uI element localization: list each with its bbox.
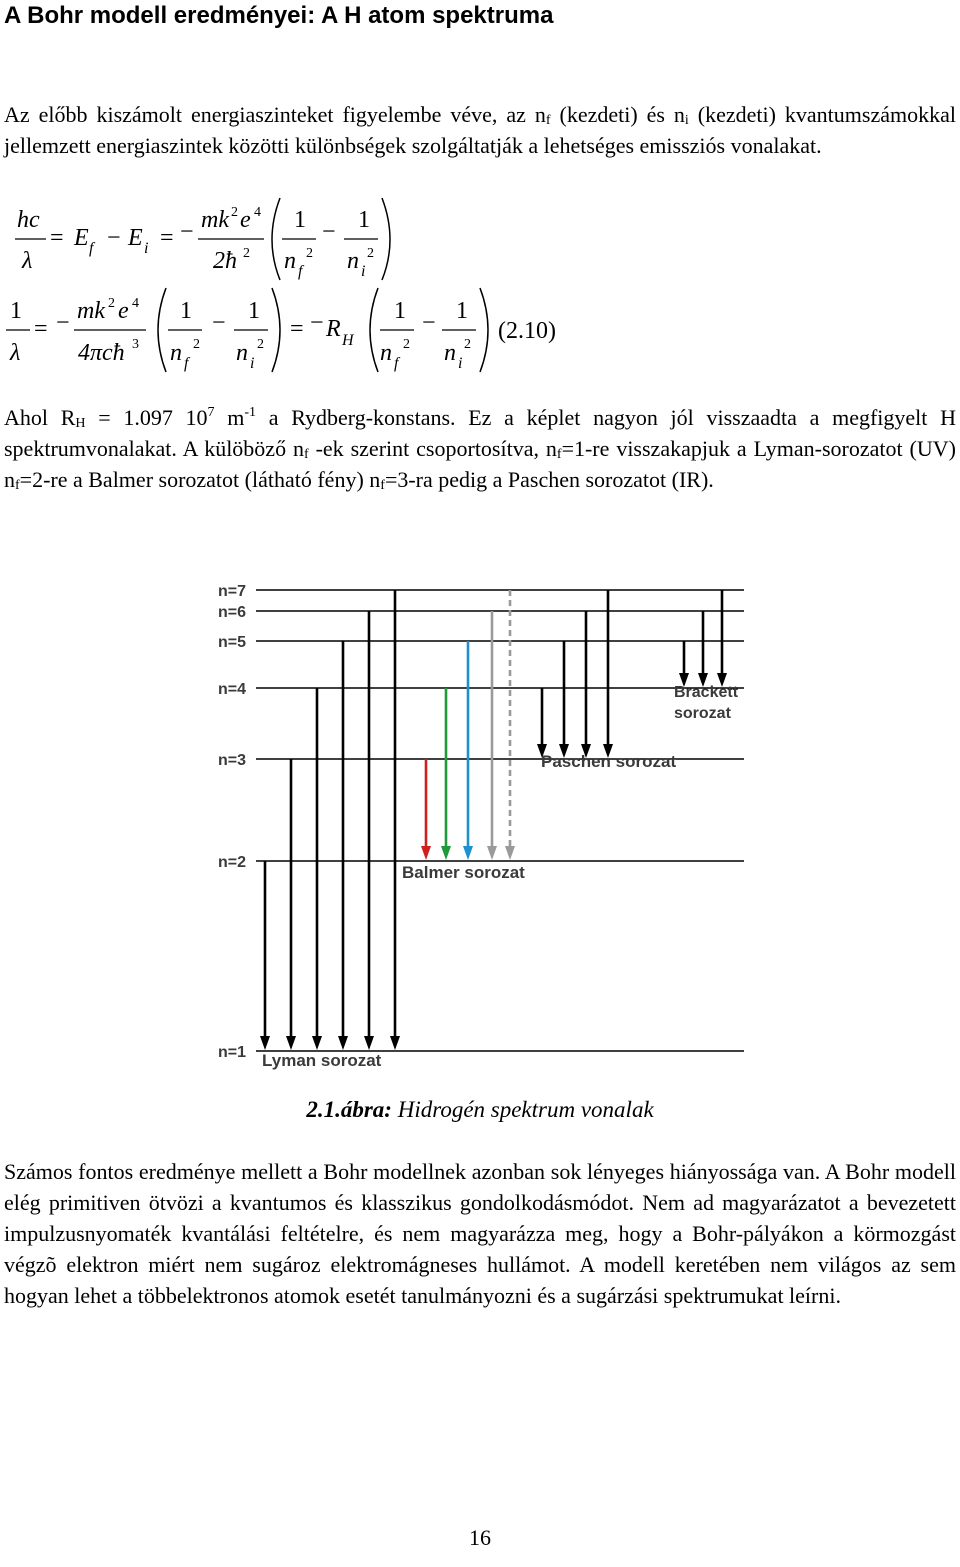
svg-text:−: − bbox=[107, 225, 121, 251]
level-label-n2: n=2 bbox=[218, 854, 247, 871]
svg-text:n: n bbox=[170, 340, 182, 366]
intro-paragraph: Az előbb kiszámolt energiaszinteket figyelembe véve, az $n_f$ (kezdeti) és $n_i$ (kezdeti) kvantumszámokkal jellemzett energiaszintek közötti különbségek szolgáltatják a lehetséges emissziós vonalakat. bbox=[4, 102, 956, 158]
svg-text:2: 2 bbox=[257, 337, 264, 352]
balmer-arrow-from-n5 bbox=[463, 641, 473, 860]
svg-text:−: − bbox=[212, 310, 226, 336]
svg-text:−: − bbox=[180, 219, 194, 245]
svg-text:2ħ: 2ħ bbox=[213, 248, 237, 274]
level-label-n5: n=5 bbox=[218, 634, 247, 651]
svg-text:n: n bbox=[284, 248, 296, 274]
equation-2-10 bbox=[0, 180, 620, 390]
page-number: 16 bbox=[469, 1525, 491, 1550]
level-label-n6: n=6 bbox=[218, 604, 247, 621]
svg-text:e: e bbox=[118, 298, 129, 324]
paschen-arrow-from-n7 bbox=[603, 590, 613, 758]
figure-caption: 2.1.ábra: Hidrogén spektrum vonalak bbox=[306, 1097, 654, 1122]
svg-text:=: = bbox=[34, 316, 48, 342]
svg-text:f: f bbox=[394, 355, 399, 372]
brackett-arrow-from-n6 bbox=[698, 611, 708, 687]
svg-text:i: i bbox=[361, 263, 366, 280]
svg-text:1: 1 bbox=[394, 298, 406, 324]
paschen-series-label: Paschen sorozat bbox=[541, 752, 677, 771]
balmer-arrow-from-n4 bbox=[441, 688, 451, 860]
level-label-n3: n=3 bbox=[218, 752, 247, 769]
svg-text:2: 2 bbox=[231, 205, 238, 220]
svg-text:mk: mk bbox=[77, 298, 105, 324]
lyman-series-label: Lyman sorozat bbox=[262, 1051, 382, 1070]
svg-text:2: 2 bbox=[243, 246, 250, 261]
svg-text:1: 1 bbox=[180, 298, 192, 324]
paschen-arrow-from-n5 bbox=[559, 641, 569, 758]
lyman-arrow-from-n2 bbox=[260, 861, 270, 1050]
lyman-arrow-from-n3 bbox=[286, 759, 296, 1050]
svg-text:f: f bbox=[89, 240, 94, 257]
svg-text:λ: λ bbox=[10, 340, 21, 366]
svg-text:−: − bbox=[422, 310, 436, 336]
balmer-series-label: Balmer sorozat bbox=[402, 863, 525, 882]
level-label-n7: n=7 bbox=[218, 583, 247, 600]
svg-text:2: 2 bbox=[403, 337, 410, 352]
svg-text:3: 3 bbox=[132, 337, 139, 352]
page-title: A Bohr modell eredményei: A H atom spektruma bbox=[4, 2, 554, 29]
svg-text:R: R bbox=[326, 316, 341, 342]
svg-text:1: 1 bbox=[294, 207, 306, 233]
svg-text:4πcħ: 4πcħ bbox=[78, 340, 125, 366]
svg-text:−: − bbox=[310, 310, 324, 336]
paschen-arrow-from-n6 bbox=[581, 611, 591, 758]
brackett-arrow-from-n7 bbox=[717, 590, 727, 687]
brackett-series-label-line2: sorozat bbox=[674, 705, 731, 722]
level-label-n4: n=4 bbox=[218, 681, 247, 698]
svg-text:2: 2 bbox=[108, 296, 115, 311]
lyman-arrow-from-n7 bbox=[390, 590, 400, 1050]
svg-text:e: e bbox=[240, 207, 251, 233]
svg-text:2: 2 bbox=[367, 246, 374, 261]
svg-text:(2.10): (2.10) bbox=[498, 318, 556, 344]
svg-text:n: n bbox=[380, 340, 392, 366]
balmer-arrow-from-n3 bbox=[421, 759, 431, 860]
lyman-arrow-from-n5 bbox=[338, 641, 348, 1050]
svg-text:2: 2 bbox=[464, 337, 471, 352]
brackett-arrow-from-n5 bbox=[679, 641, 689, 687]
svg-text:n: n bbox=[347, 248, 359, 274]
svg-text:E: E bbox=[128, 225, 143, 251]
svg-text:=: = bbox=[290, 316, 304, 342]
balmer-arrow-from-n7 bbox=[505, 590, 515, 860]
svg-text:hc: hc bbox=[17, 207, 40, 233]
svg-text:4: 4 bbox=[254, 205, 261, 220]
level-label-n1: n=1 bbox=[218, 1044, 247, 1061]
svg-text:λ: λ bbox=[22, 248, 33, 274]
svg-text:H: H bbox=[342, 332, 354, 349]
svg-text:n: n bbox=[236, 340, 248, 366]
svg-text:−: − bbox=[322, 219, 336, 245]
svg-text:i: i bbox=[250, 355, 255, 372]
svg-text:E: E bbox=[74, 225, 89, 251]
rydberg-paragraph: Ahol $R_H = 1.097$ $10^7$ $m^{-1}$ a Rydberg-konstans. Ez a képlet nagyon jól visszaadta a megfigyelt H spektrumvonalakat. A külöböző $n_f$ -ek szerint csoportosítva, $n_f=1-re$ visszakapjuk a Lyman-sorozatot (UV) $n_f=2-re$ a Balmer sorozatot (látható fény) $n_f=3-ra$ pedig a Paschen sorozatot (IR). bbox=[4, 405, 956, 493]
svg-text:2: 2 bbox=[193, 337, 200, 352]
svg-text:n: n bbox=[444, 340, 456, 366]
svg-text:i: i bbox=[144, 240, 149, 257]
hydrogen-spectrum-diagram bbox=[210, 578, 760, 1078]
closing-paragraph: Számos fontos eredménye mellett a Bohr modellnek azonban sok lényeges hiányossága van. A Bohr modell elég primitiven ötvözi a kvantumos és klasszikus gondolkodásmódot. Nem ad magyarázatot a bevezetett impulzusnyomaték kvantálási feltételre, és nem magyarázza meg, hogy a Bohr-pályákon a körmozgást végzõ elektron miért nem sugároz elektromágneses hullámot. A modell keretében nem világos az sem hogyan lehet a többelektronos atomok esetét tanulmányozni és a sugárzási spektrumukat leírni. bbox=[4, 1159, 956, 1308]
lyman-arrow-from-n6 bbox=[364, 611, 374, 1050]
svg-text:mk: mk bbox=[201, 207, 229, 233]
svg-text:=: = bbox=[50, 225, 64, 251]
svg-text:−: − bbox=[56, 310, 70, 336]
svg-text:1: 1 bbox=[10, 298, 22, 324]
svg-text:1: 1 bbox=[358, 207, 370, 233]
brackett-series-label-line1: Brackett bbox=[674, 684, 739, 701]
svg-text:f: f bbox=[298, 263, 303, 280]
svg-text:2: 2 bbox=[306, 246, 313, 261]
svg-text:=: = bbox=[160, 225, 174, 251]
svg-text:f: f bbox=[184, 355, 189, 372]
svg-text:4: 4 bbox=[132, 296, 139, 311]
lyman-arrow-from-n4 bbox=[312, 688, 322, 1050]
svg-text:1: 1 bbox=[456, 298, 468, 324]
balmer-arrow-from-n6 bbox=[487, 611, 497, 860]
svg-text:i: i bbox=[458, 355, 463, 372]
svg-text:1: 1 bbox=[248, 298, 260, 324]
paschen-arrow-from-n4 bbox=[537, 688, 547, 758]
